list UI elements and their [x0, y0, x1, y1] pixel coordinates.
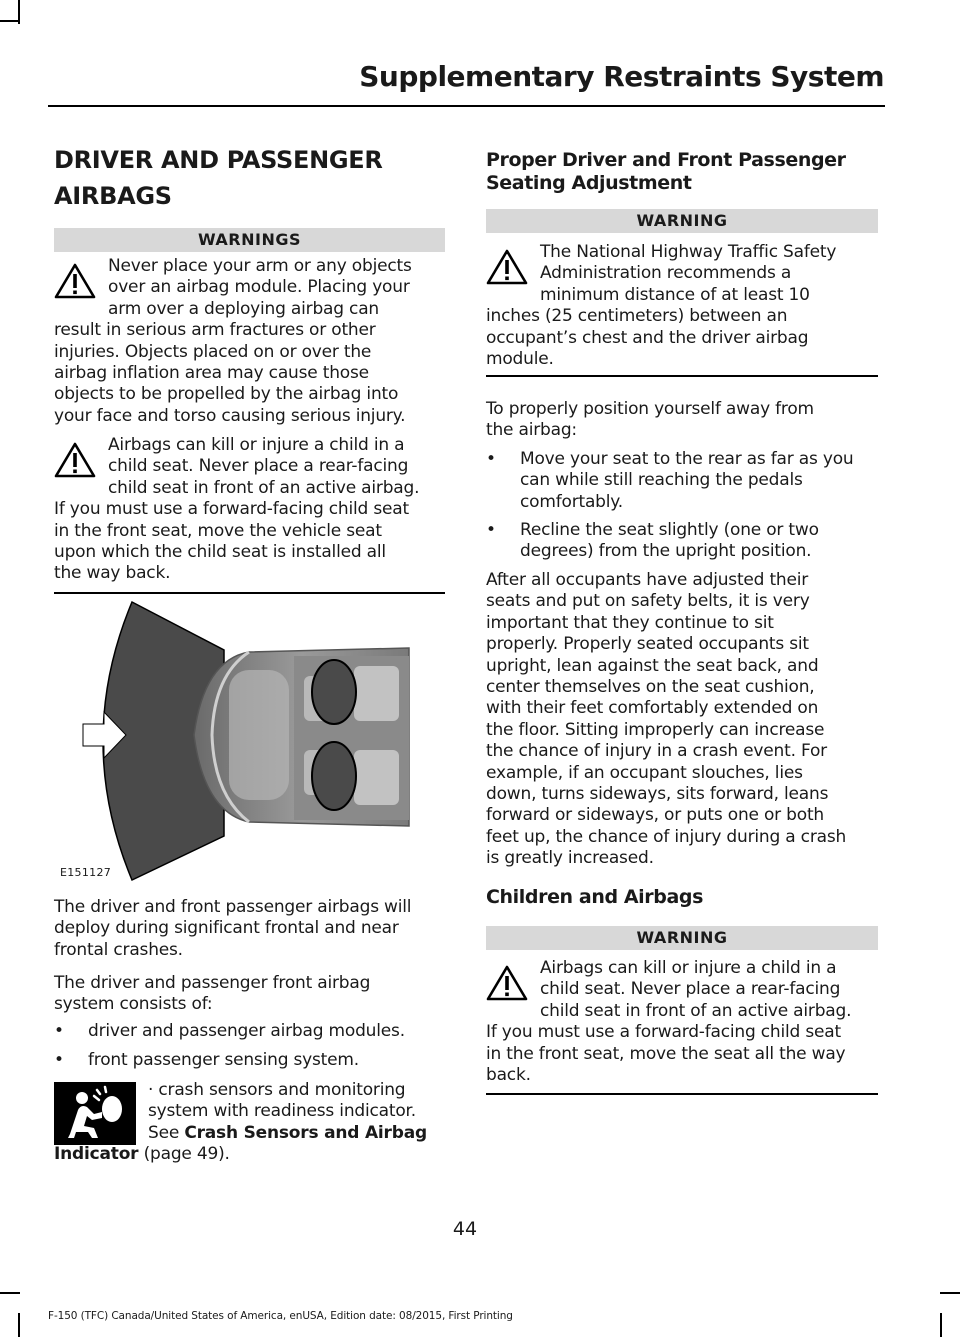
crop-mark — [940, 1292, 960, 1294]
airbag-deployment-figure — [54, 600, 444, 882]
passenger-airbag — [312, 660, 356, 724]
warning-triangle-icon — [54, 441, 96, 479]
warning-triangle-icon — [486, 248, 528, 286]
section-heading: Proper Driver and Front Passenger Seating Adjustment — [486, 149, 846, 194]
crop-mark — [0, 20, 20, 22]
crop-mark — [940, 1313, 942, 1337]
header-rule — [48, 105, 885, 107]
warning-bar: WARNING — [486, 209, 878, 233]
footer-edition-info: F-150 (TFC) Canada/United States of America, enUSA, Edition date: 08/2015, First Printing — [48, 1310, 513, 1322]
section-heading: DRIVER AND PASSENGER AIRBAGS — [54, 146, 383, 210]
crash-sensors-link[interactable]: Crash Sensors and Airbag — [184, 1122, 427, 1143]
list-item: • Recline the seat slightly (one or two degrees) from the upright position. — [486, 520, 819, 562]
paragraph: To properly position yourself away from the airbag: — [486, 399, 814, 441]
page-header-title: Supplementary Restraints System — [359, 60, 884, 93]
warning-triangle-icon — [486, 964, 528, 1002]
paragraph: After all occupants have adjusted their seats and put on safety belts, it is very important that they continue to sit properly. Properly seated occupants sit upright, lean against the seat back, and center themselves on the seat cushion, with their feet comfortably extended on the floor. Sitting improperly can increase the chance of injury in a crash event. For example, if an occupant slouches, lies down, turns sideways, sits forward, leans forward or sideways, or puts one or both feet up, the chance of injury during a crash is greatly increased. — [486, 570, 847, 869]
crop-mark — [0, 1292, 20, 1294]
driver-airbag — [312, 742, 356, 810]
warning-block: Airbags can kill or injure a child in a child seat. Never place a rear-facing child seat in front of an active airbag. If you must use a forward-facing child seat in the front seat, move the seat all the way back. — [486, 958, 852, 1086]
warning-end-rule — [54, 592, 445, 594]
subheading: Children and Airbags — [486, 886, 703, 908]
warning-block: The National Highway Traffic Safety Administration recommends a minimum distance of at least 10 inches (25 centimeters) between an occupant’s chest and the driver airbag module. — [486, 242, 837, 370]
list-item: • driver and passenger airbag modules. — [54, 1021, 405, 1041]
paragraph: The driver and front passenger airbags will deploy during significant frontal and near frontal crashes. — [54, 897, 412, 960]
warning-bar: WARNING — [486, 926, 878, 950]
list-item: • Move your seat to the rear as far as you can while still reaching the pedals comfortably. — [486, 449, 854, 512]
warning-end-rule — [486, 1093, 878, 1095]
warning-block: Airbags can kill or injure a child in a child seat. Never place a rear-facing child seat in front of an active airbag. If you must use a forward-facing child seat in the front seat, move the vehicle seat upon which the child seat is installed all the way back. — [54, 435, 420, 584]
warning-end-rule — [486, 375, 878, 377]
page-number: 44 — [452, 1218, 478, 1240]
warning-block: Never place your arm or any objects over an airbag module. Placing your arm over a deploying airbag can result in serious arm fractures or other injuries. Objects placed on or over the airbag inflation area may cause those objects to be propelled by the airbag into your face and torso causing serious injury. — [54, 256, 412, 426]
warnings-bar: WARNINGS — [54, 228, 445, 252]
crash-sensors-link-cont[interactable]: Indicator — [54, 1144, 139, 1165]
crop-mark — [18, 1313, 20, 1337]
list-item: • front passenger sensing system. — [54, 1050, 359, 1070]
crash-sensors-text: · crash sensors and monitoring system with readiness indicator. See Crash Sensors and Airbag Indicator (page 49). — [54, 1080, 427, 1165]
paragraph: The driver and passenger front airbag system consists of: — [54, 973, 371, 1015]
warning-triangle-icon — [54, 262, 96, 300]
figure-code: E151127 — [60, 866, 112, 879]
